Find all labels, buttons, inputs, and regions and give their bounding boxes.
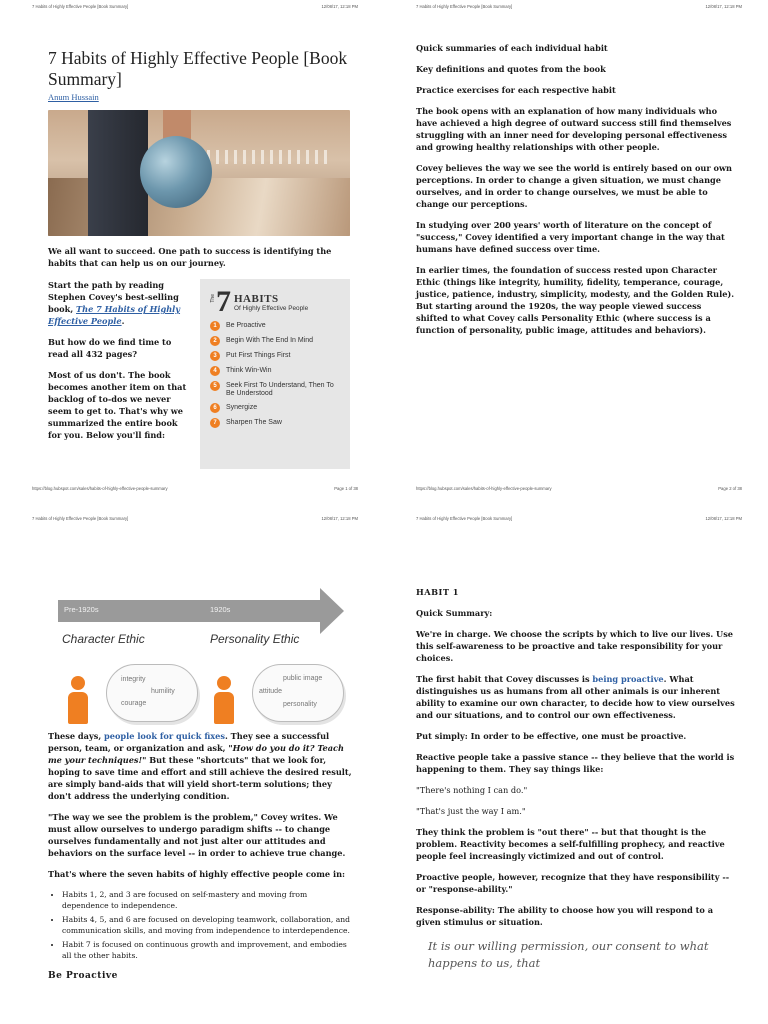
body-paragraph: We're in charge. We choose the scripts by which to live our lives. Use this self-awareness to be proactive and take responsibility for your choices. [416, 629, 734, 663]
start-paragraph: Start the path by reading Stephen Covey's best-selling book, The 7 Habits of Highly Effective People. [48, 280, 181, 326]
habit-item: 3 Put First Things First [210, 352, 340, 361]
list-item: • Habits 1, 2, and 3 are focused on self-mastery and moving from dependence to independence. [62, 889, 352, 911]
list-item: Quick summaries of each individual habit [416, 43, 608, 53]
ethic-label: Character Ethic [62, 632, 145, 646]
header-title: 7 Habits of Highly Effective People [Book Summary] [32, 516, 129, 521]
header-timestamp: 12/08/17, 12:18 PM [321, 516, 358, 521]
footer-url: https://blog.hubspot.com/sales/habits-of-highly-effective-people-summary [32, 486, 168, 491]
page-header [416, 4, 742, 12]
header-title: 7 Habits of Highly Effective People [Book Summary] [416, 516, 513, 521]
list-item: Practice exercises for each respective habit [416, 85, 616, 95]
author-link[interactable]: Anum Hussain [48, 92, 99, 102]
pdf-page-1 [0, 0, 384, 512]
habit-label: HABIT 1 [416, 587, 459, 597]
reactive-quote: "There's nothing I can do." [416, 785, 528, 795]
era-label: 1920s [210, 605, 231, 614]
question-paragraph: But how do we find time to read all 432 pages? [48, 337, 172, 359]
quick-summary-label: Quick Summary: [416, 608, 493, 618]
body-paragraph: In studying over 200 years' worth of literature on the concept of "success," Covey identified a very important change in the way that humans have defined success over time. [416, 220, 725, 254]
habit-item: 4 Think Win-Win [210, 367, 340, 376]
body-paragraph: In earlier times, the foundation of success rested upon Character Ethic (things like integrity, humility, fidelity, temperance, courage, justice, patience, industry, simplicity, modesty, and the Golden Rule). But starting around the 1920s, the way people viewed success shifted to what Covey calls Personality Ethic (where success is a function of personality, public image, attitudes and behaviors). [416, 265, 735, 335]
body-paragraph: The book opens with an explanation of how many individuals who have achieved a high degree of outward success still find themselves struggling with an inner need for developing personal effectiveness and growing healthy relationships with other people. [416, 106, 732, 152]
habit-item: 2 Begin With The End In Mind [210, 337, 340, 346]
list-item: • Habit 7 is focused on continuous growth and improvement, and embodies all the other habits. [62, 939, 352, 961]
article-title: 7 Habits of Highly Effective People [Book Summary] [48, 48, 348, 89]
page-header [416, 516, 742, 524]
header-timestamp: 12/08/17, 12:18 PM [321, 4, 358, 9]
body-paragraph: Reactive people take a passive stance -- they believe that the world is happening to them. They say things like: [416, 752, 735, 774]
header-title: 7 Habits of Highly Effective People [Book Summary] [32, 4, 129, 9]
pdf-page-3 [0, 512, 384, 1024]
body-paragraph: Put simply: In order to be effective, one must be proactive. [416, 731, 687, 741]
ethic-label: Personality Ethic [210, 632, 300, 646]
seven-habits-graphic: The 7 HABITS Of Highly Effective People 1 Be Proactive 2 Begin With The End In Mind 3 Put First Things First 4 Think Win-Win 5 Seek First To Understand, Then To Be Understood 6 Synergize 7 Sharpen The Saw [200, 279, 350, 469]
being-proactive-link[interactable]: being proactive [592, 674, 664, 684]
header-timestamp: 12/08/17, 12:18 PM [705, 4, 742, 9]
body-paragraph: Proactive people, however, recognize that they have responsibility -- or "response-ability." [416, 872, 730, 894]
reactive-quote: "That's just the way I am." [416, 806, 526, 816]
thought-cloud: integrity humility courage [106, 664, 198, 722]
section-heading: Be Proactive [48, 971, 118, 981]
body-paragraph: They think the problem is "out there" -- but that thought is the problem. Reactivity becomes a self-fulfilling prophecy, and reactive people feel increasingly victimized and out of control. [416, 827, 725, 861]
habits-bullet-list [62, 889, 352, 961]
person-icon [68, 676, 88, 724]
habit-item: 6 Synergize [210, 404, 340, 413]
pdf-page-2 [384, 0, 768, 512]
header-timestamp: 12/08/17, 12:18 PM [705, 516, 742, 521]
ethic-shift-graphic [48, 584, 350, 734]
footer-page-number: Page 1 of 38 [334, 486, 358, 491]
header-title: 7 Habits of Highly Effective People [Book Summary] [416, 4, 513, 9]
bowling-image [48, 110, 350, 236]
body-paragraph: The first habit that Covey discusses is being proactive. What distinguishes us as humans from all other animals is our inherent ability to examine our own character, to decide how to view ourselves and our situations, and to control our own effectiveness. [416, 674, 735, 720]
page-header [32, 516, 358, 524]
body-paragraph: These days, people look for quick fixes. They see a successful person, team, or organization and ask, "How do you do it? Teach me your techniques!" But these "shortcuts" that we look for, hoping to save time and effort and still achieve the desired result, are simply band-aids that will yield short-term solutions; they don't address the underlying condition. [48, 731, 352, 801]
book-link[interactable]: The 7 Habits of Highly Effective People [48, 304, 181, 326]
habit-item: 7 Sharpen The Saw [210, 419, 340, 428]
list-item: Key definitions and quotes from the book [416, 64, 606, 74]
pdf-page-4 [384, 512, 768, 1024]
body-paragraph: "The way we see the problem is the problem," Covey writes. We must allow ourselves to undergo paradigm shifts -- to change ourselves fundamentally and not just alter our attitudes and behaviors on the surface level -- in order to achieve true change. [48, 812, 346, 858]
body-paragraph: That's where the seven habits of highly effective people come in: [48, 869, 346, 879]
footer-page-number: Page 2 of 38 [718, 486, 742, 491]
intro-paragraph: We all want to succeed. One path to success is identifying the habits that can help us on our journey. [48, 246, 332, 268]
page-header [32, 4, 358, 12]
habit-item: 1 Be Proactive [210, 322, 340, 331]
list-item: • Habits 4, 5, and 6 are focused on developing teamwork, collaboration, and communication skills, and moving from independence to interdependence. [62, 914, 352, 936]
pull-quote: It is our willing permission, our consent to what happens to us, that [428, 939, 709, 970]
era-label: Pre-1920s [64, 605, 99, 614]
body-paragraph: Covey believes the way we see the world is entirely based on our own perceptions. In order to change a given situation, we must change ourselves, and in order to change ourselves, we must be able to change our perceptions. [416, 163, 732, 209]
body-paragraph: Response-ability: The ability to choose how you will respond to a given stimulus or situation. [416, 905, 714, 927]
page-footer [32, 486, 358, 494]
page-footer [416, 486, 742, 494]
habit-item: 5 Seek First To Understand, Then To Be Understood [210, 382, 340, 398]
footer-url: https://blog.hubspot.com/sales/habits-of-highly-effective-people-summary [416, 486, 552, 491]
most-paragraph: Most of us don't. The book becomes another item on that backlog of to-dos we never seem to get to. That's why we summarized the entire book for you. Below you'll find: [48, 370, 187, 440]
person-icon [214, 676, 234, 724]
thought-cloud: public image attitude personality [252, 664, 344, 722]
quick-fixes-link[interactable]: people look for quick fixes [104, 731, 225, 741]
